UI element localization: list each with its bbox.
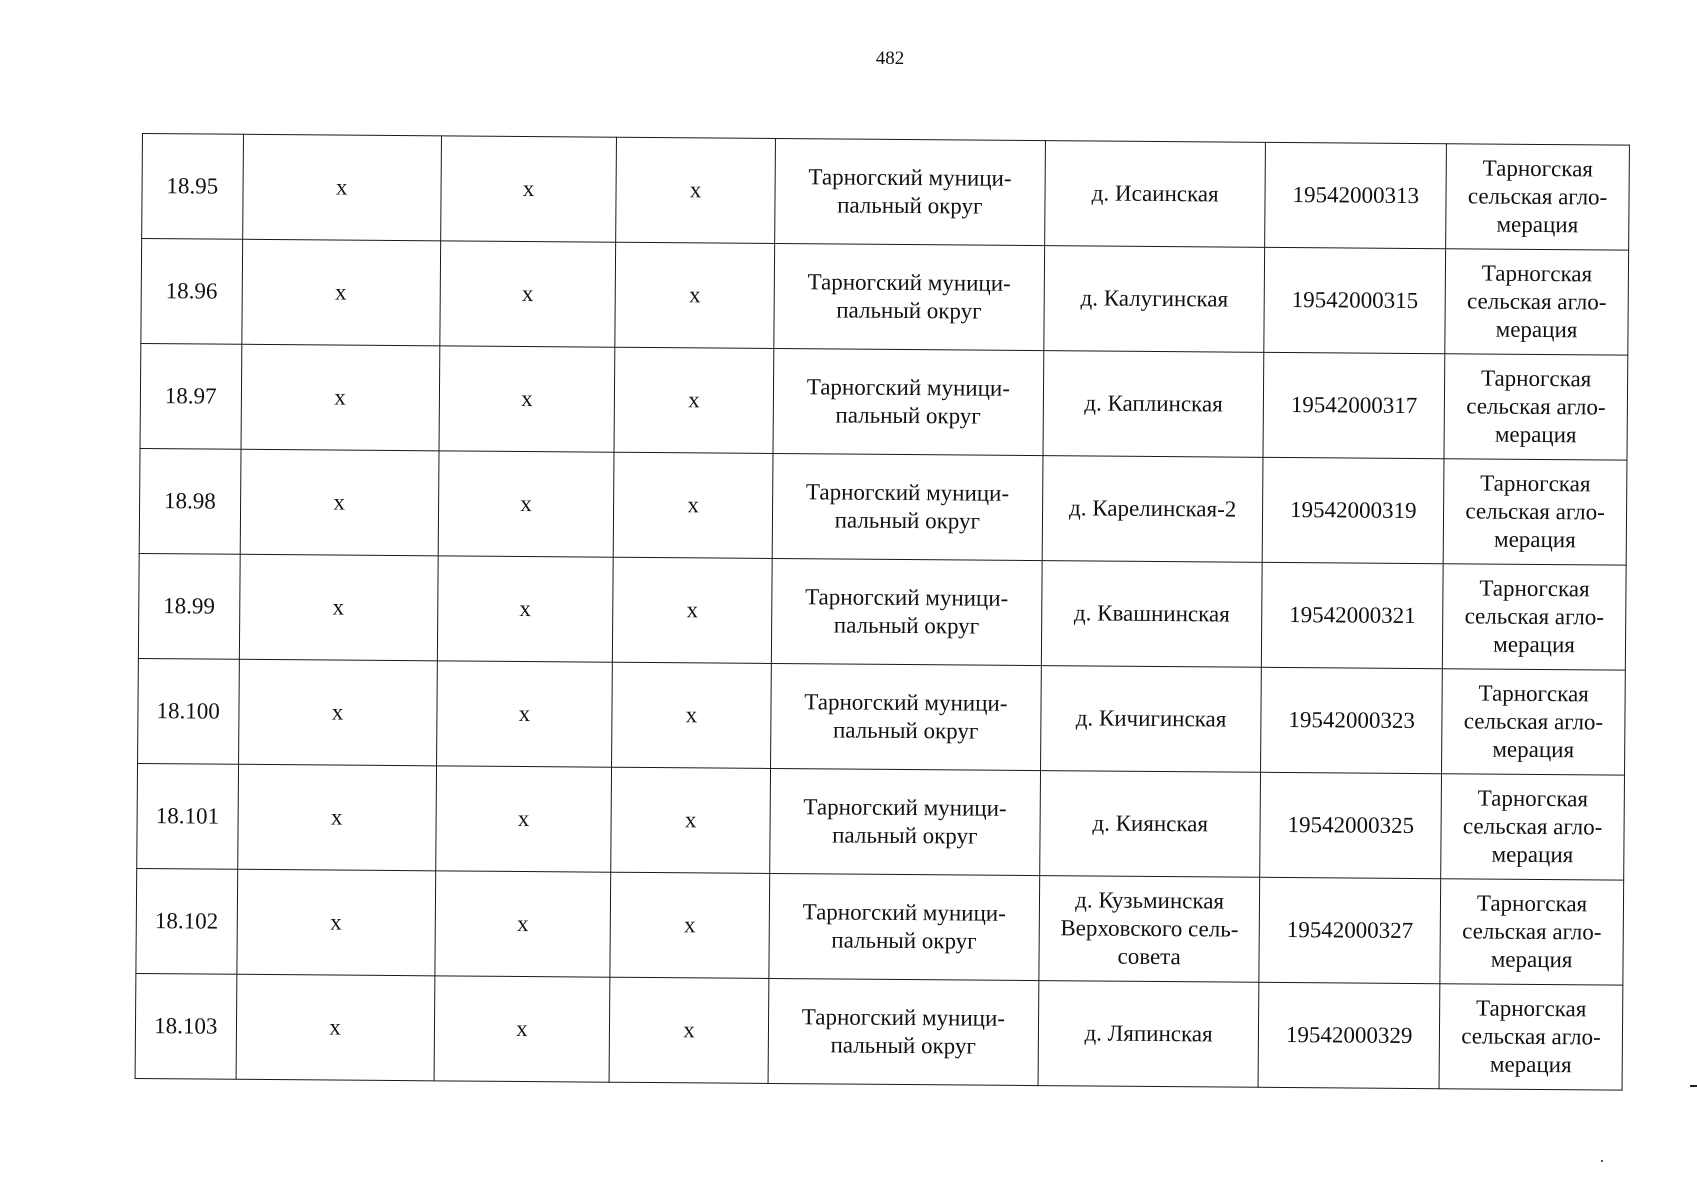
settlement-cell: д. Исаинская <box>1045 141 1266 248</box>
settlement-cell: д. Калугинская <box>1044 246 1265 353</box>
x-mark-cell: х <box>436 661 613 767</box>
settlements-table <box>135 133 1630 1091</box>
x-mark-cell: х <box>613 452 772 558</box>
agglomeration-cell: Тарногская сельская агло- мерация <box>1442 564 1626 670</box>
table-row <box>137 763 1625 880</box>
row-number-cell: 18.96 <box>141 239 242 345</box>
table-row <box>138 553 1626 670</box>
agglomeration-cell: Тарногская сельская агло- мерация <box>1443 459 1627 565</box>
row-number-cell: 18.100 <box>138 658 239 764</box>
table-row <box>139 448 1627 565</box>
x-mark-cell: х <box>440 136 617 242</box>
table-container <box>135 133 1630 1091</box>
row-number-cell: 18.99 <box>138 553 239 659</box>
table-row <box>142 134 1630 251</box>
agglomeration-cell: Тарногская сельская агло- мерация <box>1441 774 1625 880</box>
x-mark-cell: х <box>239 554 438 661</box>
x-mark-cell: х <box>609 977 768 1083</box>
x-mark-cell: х <box>434 871 611 977</box>
x-mark-cell: х <box>613 557 772 663</box>
x-mark-cell: х <box>614 347 773 453</box>
row-number-cell: 18.102 <box>136 868 237 974</box>
settlement-cell: д. Квашнинская <box>1041 561 1262 668</box>
code-cell: 19542000317 <box>1263 352 1445 458</box>
x-mark-cell: х <box>236 869 435 976</box>
agglomeration-cell: Тарногская сельская агло- мерация <box>1445 249 1629 355</box>
settlement-cell: д. Киянская <box>1040 771 1261 878</box>
row-number-cell: 18.101 <box>137 763 238 869</box>
district-cell: Тарногский муници- пальный округ <box>773 348 1044 455</box>
district-cell: Тарногский муници- пальный округ <box>768 978 1039 1085</box>
x-mark-cell: х <box>435 766 612 872</box>
code-cell: 19542000327 <box>1259 877 1441 983</box>
x-mark-cell: х <box>439 241 616 347</box>
x-mark-cell: х <box>242 134 441 241</box>
district-cell: Тарногский муници- пальный округ <box>770 663 1041 770</box>
settlement-cell: д. Ляпинская <box>1038 981 1259 1088</box>
district-cell: Тарногский муници- пальный округ <box>769 873 1040 980</box>
code-cell: 19542000313 <box>1265 142 1447 248</box>
table-row <box>136 868 1624 985</box>
settlement-cell: д. Карелинская-2 <box>1042 456 1263 563</box>
district-cell: Тарногский муници- пальный округ <box>772 453 1043 560</box>
settlement-cell: д. Каплинская <box>1043 351 1264 458</box>
x-mark-cell: х <box>439 346 616 452</box>
table-row <box>135 973 1623 1090</box>
district-cell: Тарногский муници- пальный округ <box>769 768 1040 875</box>
settlement-cell: д. Кичигинская <box>1040 666 1261 773</box>
x-mark-cell: х <box>241 239 440 346</box>
row-number-cell: 18.97 <box>140 343 241 449</box>
code-cell: 19542000323 <box>1261 667 1443 773</box>
agglomeration-cell: Тарногская сельская агло- мерация <box>1439 984 1623 1090</box>
code-cell: 19542000319 <box>1262 457 1444 563</box>
code-cell: 19542000321 <box>1262 562 1444 668</box>
x-mark-cell: х <box>616 137 775 243</box>
x-mark-cell: х <box>241 344 440 451</box>
row-number-cell: 18.103 <box>135 973 236 1079</box>
settlement-cell: д. Кузьминская Верховского сель- совета <box>1039 876 1260 983</box>
page-number: 482 <box>875 48 905 69</box>
table-row <box>141 239 1629 356</box>
code-cell: 19542000329 <box>1258 982 1440 1088</box>
x-mark-cell: х <box>438 451 615 557</box>
code-cell: 19542000325 <box>1260 772 1442 878</box>
table-row <box>138 658 1626 775</box>
row-number-cell: 18.95 <box>142 134 243 240</box>
scan-speck <box>1601 1160 1603 1162</box>
x-mark-cell: х <box>238 659 437 766</box>
x-mark-cell: х <box>610 872 769 978</box>
agglomeration-cell: Тарногская сельская агло- мерация <box>1440 879 1624 985</box>
margin-mark <box>1690 1085 1697 1087</box>
x-mark-cell: х <box>240 449 439 556</box>
agglomeration-cell: Тарногская сельская агло- мерация <box>1444 354 1628 460</box>
x-mark-cell: х <box>615 242 774 348</box>
x-mark-cell: х <box>236 974 435 1081</box>
agglomeration-cell: Тарногская сельская агло- мерация <box>1446 144 1630 250</box>
table-row <box>140 343 1628 460</box>
district-cell: Тарногский муници- пальный округ <box>774 138 1045 245</box>
x-mark-cell: х <box>611 767 770 873</box>
x-mark-cell: х <box>612 662 771 768</box>
x-mark-cell: х <box>434 976 611 1082</box>
row-number-cell: 18.98 <box>139 448 240 554</box>
code-cell: 19542000315 <box>1264 247 1446 353</box>
x-mark-cell: х <box>437 556 614 662</box>
agglomeration-cell: Тарногская сельская агло- мерация <box>1442 669 1626 775</box>
district-cell: Тарногский муници- пальный округ <box>774 243 1045 350</box>
district-cell: Тарногский муници- пальный округ <box>771 558 1042 665</box>
x-mark-cell: х <box>237 764 436 871</box>
table-body <box>135 134 1629 1091</box>
